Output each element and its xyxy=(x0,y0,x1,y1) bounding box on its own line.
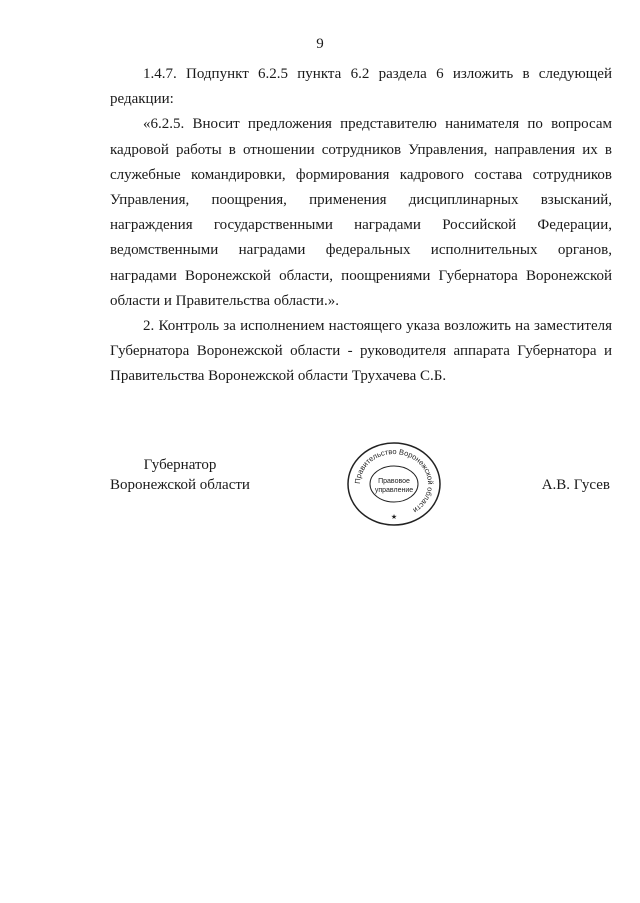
paragraph-2-control: 2. Контроль за исполнением настоящего указа возложить на заместителя Губернатора Воронежской области - руководителя аппарата Губернатора и Правительства Воронежской области Трухачева С.Б. xyxy=(110,318,612,385)
signatory-title xyxy=(100,455,260,495)
stamp-center-line2: управление xyxy=(374,487,414,494)
paragraph-6-2-5: «6.2.5. Вносит предложения представителю нанимателя по вопросам кадровой работы в отношении сотрудников Управления, направления их в служебные командировки, формирования кадрового состава сотрудников Управления, поощрения, применения дисциплинарных взысканий, награждения государственными наградами Российской Федерации, ведомственными наградами федеральных исполнительных органов, наградами Воронежской области, поощрениями Губернатора Воронежской области и Правительства области.». xyxy=(110,116,612,309)
page-number: 9 xyxy=(316,36,324,52)
signatory-name: А.В. Гусев xyxy=(541,477,610,493)
signatory-title-line2: Воронежской области xyxy=(110,477,250,493)
stamp-star-icon: ★ xyxy=(390,514,398,521)
stamp-center-line1: Правовое xyxy=(378,478,410,485)
paragraph-1-4-7: 1.4.7. Подпункт 6.2.5 пункта 6.2 раздела 6 изложить в следующей редакции: xyxy=(110,66,612,108)
stamp-ring-text: Правительство Воронежской области xyxy=(352,446,436,516)
document-body xyxy=(110,62,612,390)
signatory-title-line1: Губернатор xyxy=(143,457,217,473)
official-stamp xyxy=(340,438,448,530)
